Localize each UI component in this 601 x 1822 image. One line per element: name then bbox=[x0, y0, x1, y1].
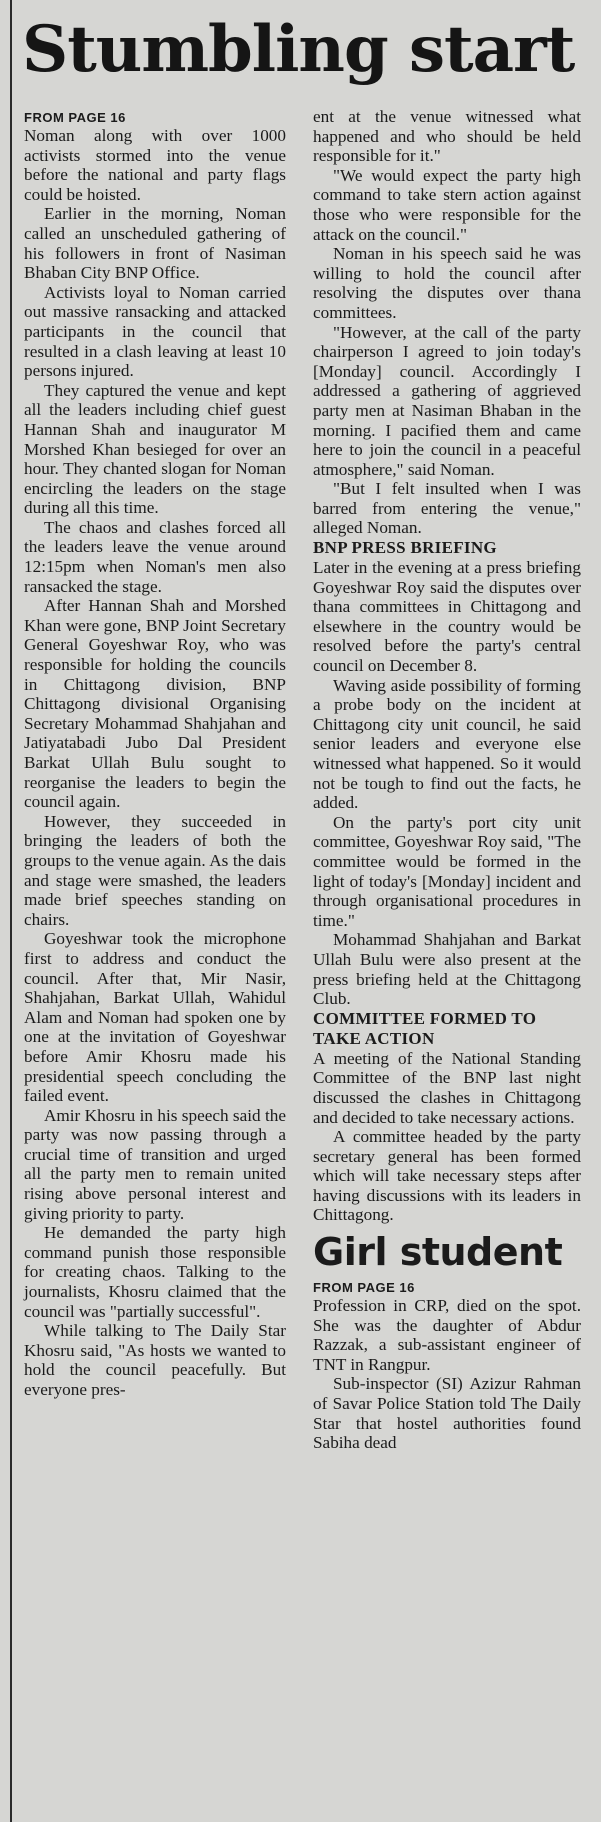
from-page-kicker: FROM PAGE 16 bbox=[313, 1280, 415, 1296]
paragraph: "We would expect the party high command to take stern action against those who were responsible for the attack on the council." bbox=[313, 165, 581, 244]
left-column bbox=[24, 109, 286, 1400]
paragraph: "But I felt insulted when I was barred from entering the venue," alleged Noman. bbox=[313, 479, 581, 538]
paragraph: Goyeshwar took the microphone first to address and conduct the council. After that, Mir Nasir, Shahjahan, Barkat Ullah, Wahidul Alam and Noman had spoken one by one at the invitation of Goyeshwar before Amir Khosru made his presidential speech concluding the failed event. bbox=[24, 929, 286, 1106]
paragraph: Waving aside possibility of forming a probe body on the incident at Chittagong city unit council, he said senior leaders and everyone else witnessed what happened. So it would not be tough to find out the facts, he added. bbox=[313, 675, 581, 813]
paragraph: Earlier in the morning, Noman called an unscheduled gathering of his followers in front of Nasiman Bhaban City BNP Office. bbox=[24, 204, 286, 283]
paragraph: A meeting of the National Standing Committee of the BNP last night discussed the clashes in Chittagong and decided to take necessary actions. bbox=[313, 1048, 581, 1127]
paragraph: Noman along with over 1000 activists stormed into the venue before the national and party flags could be hoisted. bbox=[24, 126, 286, 204]
subhead-committee: COMMITTEE FORMED TO TAKE ACTION bbox=[313, 1008, 537, 1048]
paragraph: "However, at the call of the party chairperson I agreed to join today's [Monday] council. Accordingly I addressed a gathering of aggrieved party men at Nasiman Bhaban in the morning. I pacified them and came here to join the council in a peaceful atmosphere," said Noman. bbox=[313, 322, 581, 479]
paragraph: They captured the venue and kept all the leaders including chief guest Hannan Shah and inaugurator M Morshed Khan besieged for over an hour. They chanted slogan for Noman encircling the leaders on the stage during all this time. bbox=[24, 380, 286, 518]
paragraph: ent at the venue witnessed what happened and who should be held responsible for it." bbox=[313, 107, 581, 166]
headline: Stumbling start bbox=[22, 12, 575, 87]
paragraph: Activists loyal to Noman carried out massive ransacking and attacked participants in the council that resulted in a clash leaving at least 10 persons injured. bbox=[24, 282, 286, 381]
subhead-press-briefing: BNP PRESS BRIEFING bbox=[313, 538, 497, 558]
paragraph: Sub-inspector (SI) Azizur Rahman of Savar Police Station told The Daily Star that hostel authorities found Sabiha dead bbox=[313, 1374, 581, 1453]
paragraph: Amir Khosru in his speech said the party was now passing through a crucial time of transition and urged all the party men to remain united rising above personal interest and giving priority to party. bbox=[24, 1105, 286, 1223]
paragraph: The chaos and clashes forced all the leaders leave the venue around 12:15pm when Noman's men also ransacked the stage. bbox=[24, 517, 286, 596]
right-column bbox=[313, 107, 581, 1453]
from-page-kicker: FROM PAGE 16 bbox=[24, 110, 126, 125]
paragraph: Mohammad Shahjahan and Barkat Ullah Bulu were also present at the press briefing held at the Chittagong Club. bbox=[313, 930, 581, 1009]
paragraph: On the party's port city unit committee, Goyeshwar Roy said, "The committee would be formed in the light of today's [Monday] incident and through organisational procedures in time." bbox=[313, 812, 581, 930]
second-headline: Girl student bbox=[313, 1230, 563, 1275]
paragraph: Noman in his speech said he was willing to hold the council after resolving the disputes over thana committees. bbox=[313, 244, 581, 322]
paragraph: While talking to The Daily Star Khosru said, "As hosts we wanted to hold the council peacefully. But everyone pres- bbox=[24, 1321, 286, 1399]
column-rule bbox=[10, 0, 12, 1822]
paragraph: However, they succeeded in bringing the leaders of both the groups to the venue again. As the dais and stage were smashed, the leaders made brief speeches standing on chairs. bbox=[24, 811, 286, 929]
paragraph: Profession in CRP, died on the spot. She was the daughter of Abdur Razzak, a sub-assistant engineer of TNT in Rangpur. bbox=[313, 1296, 581, 1374]
paragraph: After Hannan Shah and Morshed Khan were gone, BNP Joint Secretary General Goyeshwar Roy, who was responsible for holding the councils in Chittagong division, BNP Chittagong divisional Organising Secretary Mohammad Shahjahan and Jatiyatabadi Jubo Dal President Barkat Ullah Bulu sought to reorganise the leaders to begin the council again. bbox=[24, 596, 286, 812]
paragraph: Later in the evening at a press briefing Goyeshwar Roy said the disputes over thana committees in Chittagong and elsewhere in the country would be resolved before the party's central council on December 8. bbox=[313, 558, 581, 676]
paragraph: He demanded the party high command punish those responsible for creating chaos. Talking to the journalists, Khosru claimed that the council was "partially successful". bbox=[24, 1223, 286, 1321]
paragraph: A committee headed by the party secretary general has been formed which will take necessary steps after having discussions with its leaders in Chittagong. bbox=[313, 1127, 581, 1225]
